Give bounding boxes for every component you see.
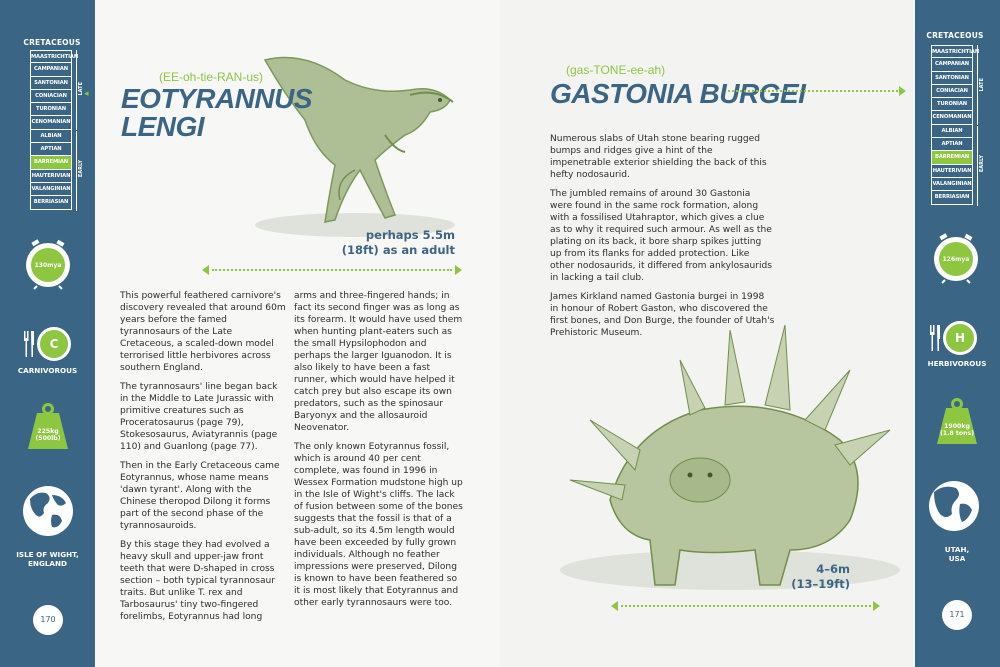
stage-item: BARREMIAN xyxy=(30,156,72,169)
weight-icon xyxy=(27,403,69,449)
paragraph: The jumbled remains of around 30 Gastonia were found in the same rock formation, along with a fossilised Utahraptor, which gives a clue as to why it required such armour. As well as the plating on its back, it bore sharp spikes jutting up from its flanks for added protection. Like other nodosaurids, it differed from ankylosaurids in lacking a tail club. xyxy=(550,189,773,283)
stage-item: VALANGINIAN xyxy=(30,183,72,196)
pointer-arrow-icon: ◂ xyxy=(84,89,89,99)
fork-knife-icon xyxy=(929,325,941,351)
stage-item: SANTONIAN xyxy=(931,72,973,85)
stage-item: TURONIAN xyxy=(931,98,973,111)
stage-item: VALANGINIAN xyxy=(931,178,973,191)
eotyrannus-illustration xyxy=(235,40,470,250)
size-line-1: 4–6m xyxy=(816,562,850,576)
stage-item: CONIACIAN xyxy=(931,85,973,98)
stage-item: APTIAN xyxy=(931,138,973,151)
stage-item: MAASTRICHTIAN xyxy=(931,45,973,58)
weight-label xyxy=(936,423,978,437)
location-label xyxy=(10,550,85,568)
dinosaur-title xyxy=(121,85,312,141)
weight-imperial: (500lb) xyxy=(35,435,61,442)
paragraph: This powerful feathered carnivore's discovery revealed that around 60m years before the famed tyrannosaurs of the Late Cretaceous, a scaled-down model terrorised little herbivores across southern England. xyxy=(120,291,286,373)
size-label xyxy=(305,228,455,258)
stage-item: MAASTRICHTIAN xyxy=(30,50,72,63)
gastonia-illustration xyxy=(550,300,900,600)
title-line-2: LENGI xyxy=(121,111,205,142)
weight-imperial: (1.8 tons) xyxy=(939,430,975,437)
right-page xyxy=(500,0,915,667)
era-label-early: EARLY xyxy=(78,160,84,178)
size-line-1: perhaps 5.5m xyxy=(365,228,455,242)
pronunciation: (gas-TONE-ee-ah) xyxy=(566,63,666,77)
mya-label: 126mya xyxy=(942,256,970,263)
body-column-2 xyxy=(294,290,466,616)
stage-item: ALBIAN xyxy=(30,130,72,143)
location-line-2: USA xyxy=(948,554,966,563)
stage-item: SANTONIAN xyxy=(30,77,72,90)
stage-item: CAMPANIAN xyxy=(931,58,973,71)
page-number: 170 xyxy=(33,605,63,635)
size-line-2: (13–19ft) xyxy=(791,577,850,591)
location-line-1: ISLE OF WIGHT, xyxy=(16,550,79,559)
stage-item: TURONIAN xyxy=(30,103,72,116)
title-line-1: EOTYRANNUS xyxy=(121,83,313,114)
stage-list xyxy=(931,45,980,205)
pronunciation: (EE-oh-tie-RAN-us) xyxy=(159,70,264,84)
period-title: CRETACEOUS xyxy=(926,31,984,40)
dinosaur-title: GASTONIA BURGEI xyxy=(550,78,806,109)
weight-metric: 225kg xyxy=(37,428,59,435)
stage-item: CENOMANIAN xyxy=(30,116,72,129)
mya-label: 130mya xyxy=(34,262,62,269)
size-arrow-left-icon xyxy=(611,601,618,611)
stage-item: APTIAN xyxy=(30,143,72,156)
stage-item: CENOMANIAN xyxy=(931,111,973,124)
size-arrow-left-icon xyxy=(202,265,209,275)
title-dotted-line xyxy=(728,90,898,92)
era-label-late: LATE xyxy=(979,78,985,92)
location-line-2: ENGLAND xyxy=(28,559,67,568)
size-dotted-line xyxy=(621,605,871,607)
globe-icon xyxy=(928,480,980,532)
paragraph: Numerous slabs of Utah stone bearing rugged bumps and ridges give a hint of the impenetrable exterior shielding the back of this hefty nodosaurid. xyxy=(550,134,767,180)
stage-item: BERRIASIAN xyxy=(931,191,973,204)
location-line-1: UTAH, xyxy=(944,545,970,554)
diet-label: HERBIVOROUS xyxy=(927,359,987,368)
stage-item: BERRIASIAN xyxy=(30,196,72,209)
era-label-late: LATE xyxy=(78,82,84,96)
paragraph: By this stage they had evolved a heavy skull and upper-jaw front teeth that were D-shaped in cross section – both typical tyrannosaur traits. But unlike T. rex and Tarbosaurus' tiny two-fingered forelimbs, Eotyrannus had long xyxy=(120,540,276,622)
era-label-early: EARLY xyxy=(979,155,985,173)
page-number: 171 xyxy=(942,600,972,630)
stage-item: HAUTERIVIAN xyxy=(30,170,72,183)
paragraph: The only known Eotyrannus fossil, which is around 40 per cent complete, was found in 1996 in Wessex Formation mudstone high up in the Isle of Wight's cliffs. The lack of fusion between some of the bones suggests that the fossil is that of a sub-adult, so its 4.5m length would have been exceeded by fully grown individuals. Although no feather impressions were preserved, Dilong is known to have been feathered so it is most likely that Eotyrannus and other early tyrannosaurs were too. xyxy=(294,442,463,608)
size-line-2: (18ft) as an adult xyxy=(341,243,455,257)
weight-icon xyxy=(936,398,978,444)
body-column-1 xyxy=(120,290,288,630)
size-arrow-right-icon xyxy=(455,265,462,275)
left-page xyxy=(95,0,500,667)
location-label xyxy=(917,545,997,563)
weight-metric: 1900kg xyxy=(944,423,970,430)
paragraph: arms and three-fingered hands; in fact its second finger was as long as its forearm. It would have used them when hunting plant-eaters such as the small Hypsilophodon and perhaps the larger Iguanodon. It is also likely to have been a fast runner, which would have helped it catch prey but also escape its own predators, such as the spinosaur Baryonyx and the allosauroid Neovenator. xyxy=(294,291,463,433)
left-sidebar xyxy=(0,0,95,667)
diet-badge: C xyxy=(37,327,71,361)
size-dotted-line xyxy=(212,269,452,271)
diet-label: CARNIVOROUS xyxy=(17,366,78,375)
fork-knife-icon xyxy=(23,331,35,357)
stage-item: ALBIAN xyxy=(931,125,973,138)
right-sidebar xyxy=(915,0,1000,667)
diet-badge: H xyxy=(943,321,977,355)
stage-item: CAMPANIAN xyxy=(30,63,72,76)
stage-item: CONIACIAN xyxy=(30,90,72,103)
stage-item: HAUTERIVIAN xyxy=(931,165,973,178)
stage-list xyxy=(30,50,79,210)
paragraph: The tyrannosaurs' line began back in the Middle to Late Jurassic with primitive creatures such as Proceratosaurus (page 79), Stokesosaurus, Aviatyrannis (page 110) and Guanlong (page 77). xyxy=(120,382,278,452)
weight-label xyxy=(27,428,69,442)
period-title: CRETACEOUS xyxy=(23,38,81,47)
size-arrow-right-icon xyxy=(873,601,880,611)
stage-item: BARREMIAN xyxy=(931,151,973,164)
size-label xyxy=(740,562,850,592)
globe-icon xyxy=(22,485,74,537)
title-arrow-icon xyxy=(899,86,906,96)
paragraph: James Kirkland named Gastonia burgei in 1998 in honour of Robert Gaston, who discovered the first bones, and Don Burge, the founder of Utah's Prehistoric Museum. xyxy=(550,292,775,338)
paragraph: Then in the Early Cretaceous came Eotyrannus, whose name means 'dawn tyrant'. Along with the Chinese theropod Dilong it forms part of the second phase of the tyrannosauroids. xyxy=(120,461,280,531)
